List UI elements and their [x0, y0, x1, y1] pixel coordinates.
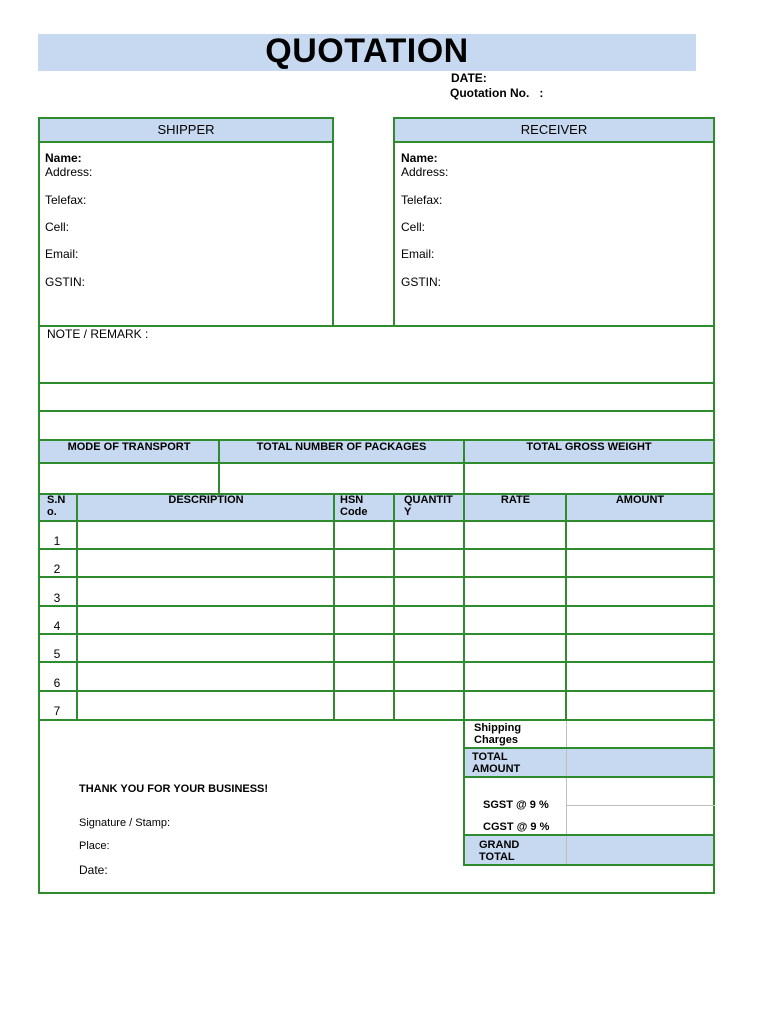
date-footer-label: Date:: [79, 863, 108, 877]
sgst-label: SGST @ 9 %: [483, 799, 549, 811]
shipper-email-label: Email:: [45, 247, 79, 261]
grand-total-label: [479, 839, 519, 863]
shipper-cell-label: Cell:: [45, 220, 70, 234]
col-divider-sn: [76, 493, 78, 721]
shipper-telefax-label: Telefax:: [45, 193, 87, 207]
table-row-number: 5: [53, 647, 61, 661]
mode-of-transport-heading: MODE OF TRANSPORT: [67, 441, 191, 453]
grand-line2: TOTAL: [479, 851, 515, 863]
total-line1: TOTAL: [472, 751, 508, 763]
total-amount-divider: [566, 749, 567, 776]
receiver-name-label: Name:: [401, 151, 438, 165]
receiver-address-label: Address:: [401, 165, 449, 179]
receiver-telefax-label: Telefax:: [401, 193, 443, 207]
col-quantity-heading: [404, 494, 453, 518]
col-hsn-heading: [340, 494, 368, 518]
transport-values-row: [38, 462, 715, 495]
table-row-number: 1: [53, 534, 61, 548]
shipper-name-label: Name:: [45, 151, 82, 165]
note-line-1: [38, 382, 715, 412]
footer-box: [38, 719, 715, 894]
receiver-header: [393, 117, 715, 143]
total-packages-heading: TOTAL NUMBER OF PACKAGES: [256, 441, 427, 453]
receiver-heading: RECEIVER: [520, 122, 588, 137]
place-label: Place:: [79, 840, 110, 852]
col-divider-rate: [565, 493, 567, 721]
receiver-cell-label: Cell:: [401, 220, 426, 234]
quotation-number-label: Quotation No. :: [450, 86, 544, 100]
shipper-gstin-label: GSTIN:: [45, 275, 86, 289]
grand-line1: GRAND: [479, 839, 520, 851]
shipping-line1: Shipping: [474, 722, 522, 734]
col-sn-line1: S.N: [47, 494, 66, 506]
table-row-number: 4: [53, 619, 61, 633]
shipper-address-label: Address:: [45, 165, 93, 179]
tax-row-separator: [566, 805, 715, 806]
col-qty-line1: QUANTIT: [404, 494, 453, 506]
thank-you-message: THANK YOU FOR YOUR BUSINESS!: [79, 783, 269, 795]
shipping-charges-label: [474, 722, 521, 746]
col-sn-line2: o.: [47, 506, 57, 518]
col-rate-heading: RATE: [500, 494, 531, 506]
col-sn-heading: [47, 494, 65, 518]
page-title: QUOTATION: [265, 32, 469, 70]
receiver-email-label: Email:: [401, 247, 435, 261]
row-separator: [38, 605, 715, 607]
col-divider-hsn: [393, 493, 395, 721]
table-row-number: 3: [53, 591, 61, 605]
col-hsn-line1: HSN: [340, 494, 364, 506]
row-separator: [38, 633, 715, 635]
row-separator: [38, 548, 715, 550]
table-row-number: 7: [53, 704, 61, 718]
receiver-gstin-label: GSTIN:: [401, 275, 442, 289]
total-amount-label: [472, 751, 520, 775]
cgst-label: CGST @ 9 %: [483, 821, 550, 833]
note-label: NOTE / REMARK :: [47, 327, 149, 341]
row-separator: [38, 690, 715, 692]
grand-total-divider: [566, 836, 567, 864]
table-row-number: 6: [53, 676, 61, 690]
shipper-header: [38, 117, 334, 143]
date-label: DATE:: [451, 71, 487, 85]
shipper-heading: SHIPPER: [157, 122, 215, 137]
row-separator: [38, 661, 715, 663]
row-separator: [38, 576, 715, 578]
col-divider-desc: [333, 493, 335, 721]
col-hsn-line2: Code: [340, 506, 368, 518]
shipping-line2: Charges: [474, 734, 519, 746]
col-amount-heading: AMOUNT: [615, 494, 665, 506]
gross-weight-heading: TOTAL GROSS WEIGHT: [526, 441, 652, 453]
col-description-heading: DESCRIPTION: [168, 494, 244, 506]
col-divider-qty: [463, 493, 465, 721]
table-row-number: 2: [53, 562, 61, 576]
total-line2: AMOUNT: [472, 763, 521, 775]
note-line-2: [38, 410, 715, 441]
signature-stamp-label: Signature / Stamp:: [79, 817, 171, 829]
col-qty-line2: Y: [404, 506, 412, 518]
